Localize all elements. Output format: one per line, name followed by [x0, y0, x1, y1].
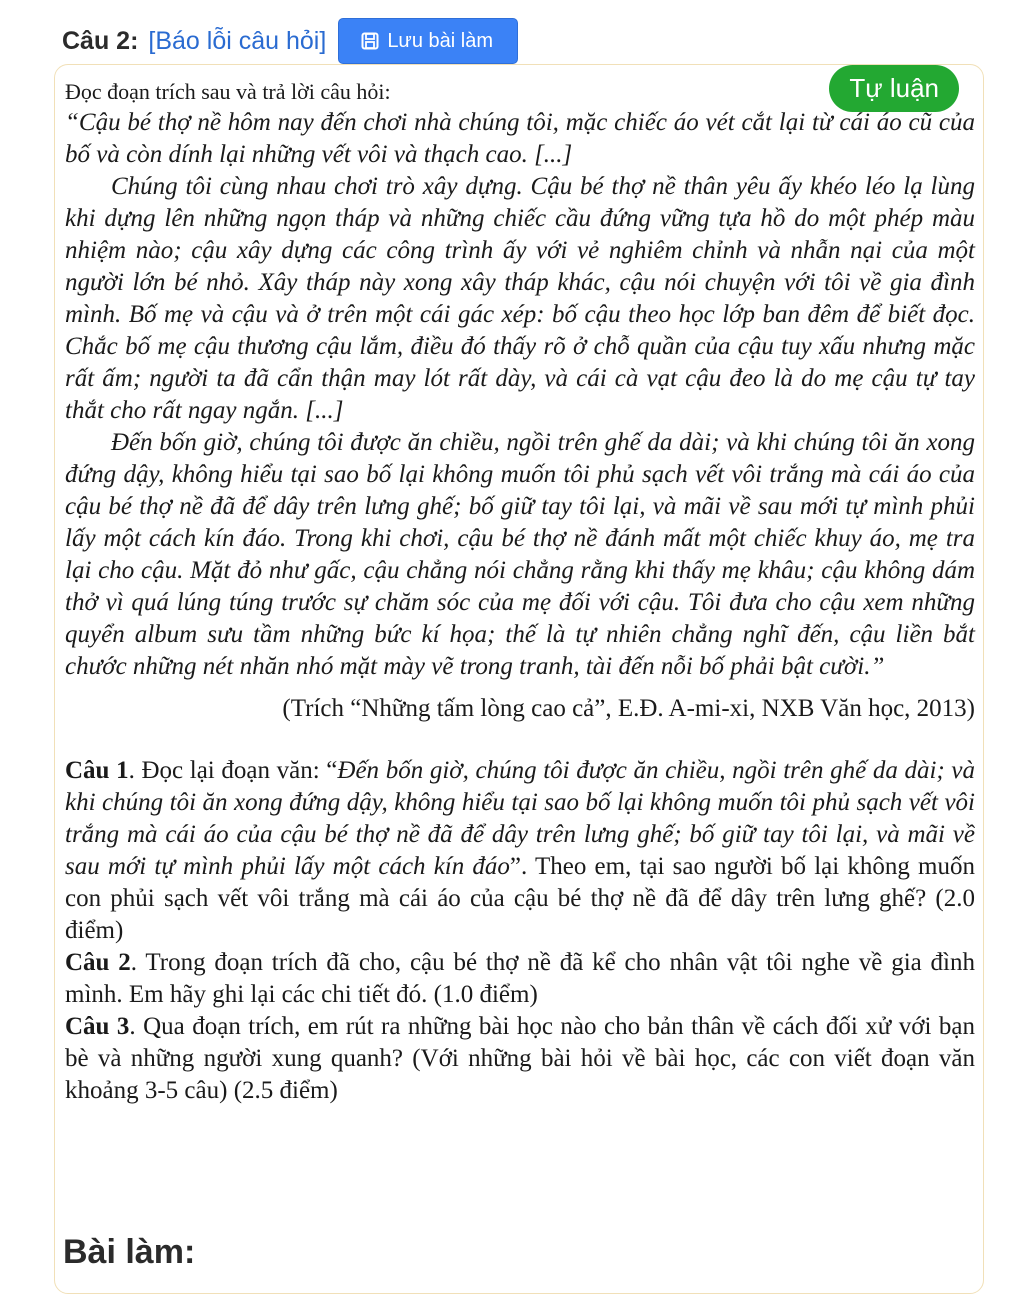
- answer-heading: Bài làm:: [63, 1233, 196, 1271]
- essay-type-badge: Tự luận: [829, 65, 959, 112]
- passage-paragraph: “Cậu bé thợ nề hôm nay đến chơi nhà chúng tôi, mặc chiếc áo vét cắt lại từ cái áo cũ của bố và còn dính lại những vết vôi và thạch cao. [...]: [65, 109, 975, 168]
- question-list: [65, 755, 975, 1107]
- question-text: . Đọc lại đoạn văn: “: [128, 757, 338, 784]
- question-item: [65, 947, 975, 1011]
- save-button-label: Lưu bài làm: [387, 29, 493, 52]
- reading-passage: [65, 77, 975, 1107]
- question-item: [65, 755, 975, 947]
- question-text: . Trong đoạn trích đã cho, cậu bé thợ nề đã kể cho nhân vật tôi nghe về gia đình mình. Em hãy ghi lại các chi tiết đó. (1.0 điểm): [65, 949, 975, 1008]
- question-number: Câu 2: [65, 949, 131, 976]
- question-label: Câu 2:: [62, 26, 139, 55]
- report-question-link[interactable]: [Báo lỗi câu hỏi]: [148, 26, 327, 55]
- question-card: [54, 64, 984, 1294]
- question-number: Câu 1: [65, 757, 129, 784]
- question-number: Câu 3: [65, 1013, 130, 1040]
- question-text: . Qua đoạn trích, em rút ra những bài học nào cho bản thân về cách đối xử với bạn bè và những người xung quanh? (Với những bài hỏi về bài học, các con viết đoạn văn khoảng 3-5 câu) (2.5 điểm): [65, 1013, 975, 1104]
- passage-paragraph: Chúng tôi cùng nhau chơi trò xây dựng. Cậu bé thợ nề thân yêu ấy khéo léo lạ lùng khi dựng lên những ngọn tháp và những chiếc cầu đứng vững tựa hồ do một phép màu nhiệm nào; cậu xây dựng các công trình ấy với vẻ nghiêm chỉnh và nhẫn nại của một người lớn bé nhỏ. Xây tháp này xong xây tháp khác, cậu nói chuyện với tôi về gia đình mình. Bố mẹ và cậu và ở trên một cái gác xép: bố cậu theo học lớp ban đêm để biết đọc. Chắc bố mẹ cậu thương cậu lắm, điều đó thấy rõ ở chỗ quần của cậu tuy xấu nhưng mặc rất ấm; người ta đã cẩn thận may lót rất dày, và cái cà vạt cậu đeo là do mẹ cậu tự tay thắt cho rất ngay ngắn. [...]: [65, 173, 975, 424]
- question-header: [62, 20, 518, 62]
- question-quote: Đến bốn giờ, chúng tôi được ăn chiều, ngồi trên ghế da dài; và khi chúng tôi ăn xong đứng dậy, không hiểu tại sao bố lại không muốn tôi phủ sạch vết vôi trắng mà cái áo của cậu bé thợ nề đã để dây trên lưng ghế; bố giữ tay tôi lại, và mãi về sau mới tự mình phủi lấy một cách kín đáo: [65, 757, 975, 880]
- passage-paragraph: Đến bốn giờ, chúng tôi được ăn chiều, ngồi trên ghế da dài; và khi chúng tôi ăn xong đứng dậy, không hiểu tại sao bố lại không muốn tôi phủ sạch vết vôi trắng mà cái áo của cậu bé thợ nề đã để dây trên lưng ghế; bố giữ tay tôi lại, và mãi về sau mới tự mình phủi lấy một cách kín đáo. Trong khi chơi, cậu bé thợ nề đánh mất một chiếc khuy áo, mẹ tra lại cho cậu. Mặt đỏ như gấc, cậu chẳng nói chẳng rằng khi thấy mẹ khâu; cậu không dám thở vì quá lúng túng trước sự chăm sóc của mẹ đối với cậu. Tôi đưa cho cậu xem những quyển album sưu tầm những bức kí họa; thế là tự nhiên chẳng nghĩ đến, cậu liền bắt chước những nét nhăn nhó mặt mày vẽ trong tranh, tài đến nỗi bố phải bật cười.”: [65, 429, 975, 680]
- question-item: [65, 1011, 975, 1107]
- question-text: ”. Theo em, tại sao người bố lại không muốn con phủi sạch vết vôi trắng mà cái áo của cậu bé thợ nề đã để dây trên lưng ghế? (2.0 điểm): [65, 853, 975, 944]
- floppy-disk-icon: [361, 32, 379, 50]
- passage-intro: Đọc đoạn trích sau và trả lời câu hỏi:: [65, 79, 391, 104]
- passage-source: (Trích “Những tấm lòng cao cả”, E.Đ. A-mi-xi, NXB Văn học, 2013): [282, 695, 975, 722]
- save-answer-button[interactable]: [338, 18, 518, 64]
